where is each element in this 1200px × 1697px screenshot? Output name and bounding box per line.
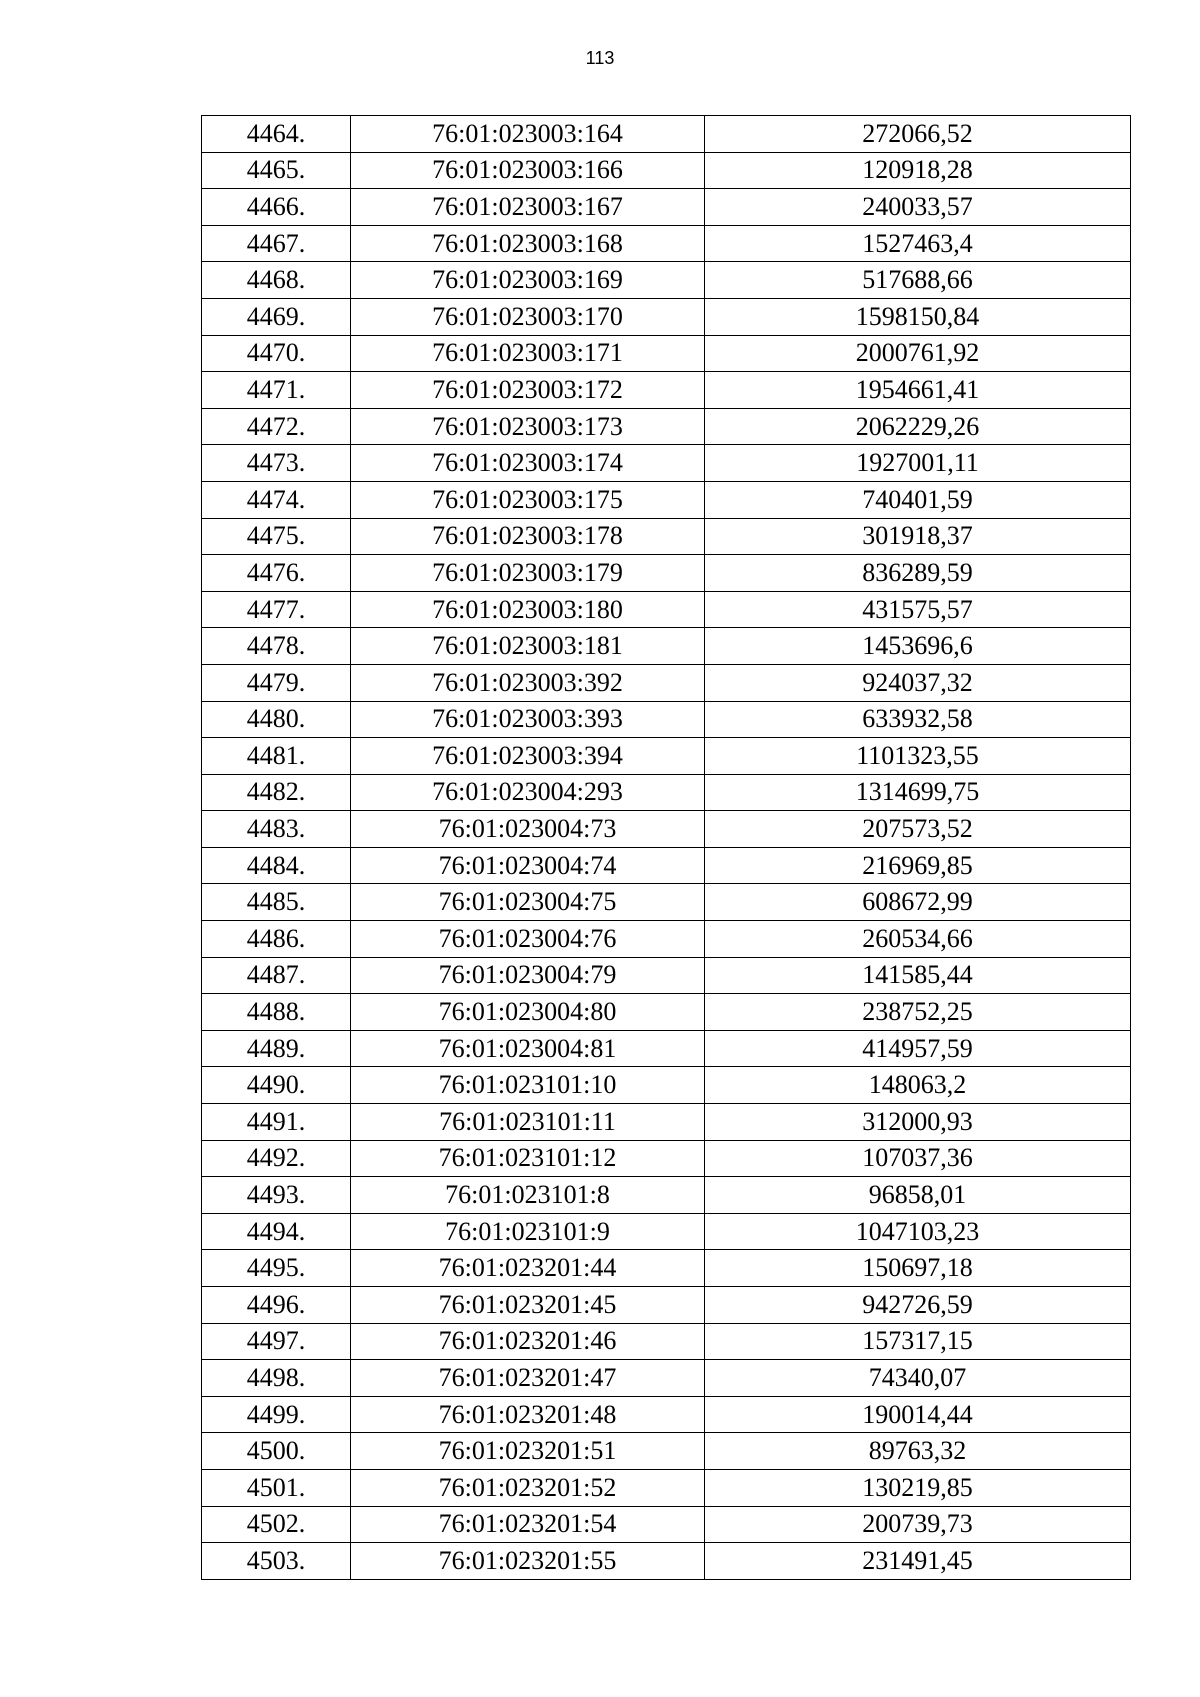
cadastral-number-cell: 76:01:023004:73 — [351, 811, 705, 848]
value-cell: 1527463,4 — [705, 225, 1131, 262]
table-row — [202, 262, 1131, 299]
value-cell: 517688,66 — [705, 262, 1131, 299]
table-row — [202, 152, 1131, 189]
row-number-cell: 4475. — [202, 518, 351, 555]
value-cell: 2062229,26 — [705, 408, 1131, 445]
value-cell: 190014,44 — [705, 1396, 1131, 1433]
value-cell: 216969,85 — [705, 847, 1131, 884]
cadastral-number-cell: 76:01:023003:178 — [351, 518, 705, 555]
cadastral-number-cell: 76:01:023003:394 — [351, 738, 705, 775]
cadastral-number-cell: 76:01:023003:169 — [351, 262, 705, 299]
row-number-cell: 4497. — [202, 1323, 351, 1360]
value-cell: 1101323,55 — [705, 738, 1131, 775]
value-cell: 2000761,92 — [705, 335, 1131, 372]
cadastral-number-cell: 76:01:023003:172 — [351, 372, 705, 409]
table-row — [202, 298, 1131, 335]
row-number-cell: 4474. — [202, 481, 351, 518]
value-cell: 157317,15 — [705, 1323, 1131, 1360]
table-row — [202, 1140, 1131, 1177]
cadastral-number-cell: 76:01:023201:47 — [351, 1360, 705, 1397]
row-number-cell: 4479. — [202, 664, 351, 701]
row-number-cell: 4486. — [202, 921, 351, 958]
value-cell: 1047103,23 — [705, 1213, 1131, 1250]
cadastral-number-cell: 76:01:023201:46 — [351, 1323, 705, 1360]
table-row — [202, 774, 1131, 811]
value-cell: 272066,52 — [705, 116, 1131, 153]
value-cell: 260534,66 — [705, 921, 1131, 958]
cadastral-number-cell: 76:01:023003:171 — [351, 335, 705, 372]
table-row — [202, 1323, 1131, 1360]
table-row — [202, 701, 1131, 738]
row-number-cell: 4491. — [202, 1104, 351, 1141]
cadastral-number-cell: 76:01:023004:293 — [351, 774, 705, 811]
table-row — [202, 408, 1131, 445]
value-cell: 1314699,75 — [705, 774, 1131, 811]
value-cell: 120918,28 — [705, 152, 1131, 189]
cadastral-number-cell: 76:01:023003:167 — [351, 189, 705, 226]
row-number-cell: 4496. — [202, 1287, 351, 1324]
row-number-cell: 4467. — [202, 225, 351, 262]
row-number-cell: 4490. — [202, 1067, 351, 1104]
table-row — [202, 189, 1131, 226]
value-cell: 1954661,41 — [705, 372, 1131, 409]
row-number-cell: 4487. — [202, 957, 351, 994]
table-row — [202, 481, 1131, 518]
table-row — [202, 664, 1131, 701]
row-number-cell: 4471. — [202, 372, 351, 409]
row-number-cell: 4494. — [202, 1213, 351, 1250]
table-row — [202, 225, 1131, 262]
cadastral-number-cell: 76:01:023003:173 — [351, 408, 705, 445]
row-number-cell: 4476. — [202, 555, 351, 592]
row-number-cell: 4483. — [202, 811, 351, 848]
table-row — [202, 555, 1131, 592]
row-number-cell: 4466. — [202, 189, 351, 226]
row-number-cell: 4493. — [202, 1177, 351, 1214]
value-cell: 431575,57 — [705, 591, 1131, 628]
cadastral-number-cell: 76:01:023003:170 — [351, 298, 705, 335]
page-number: 113 — [585, 48, 615, 68]
value-cell: 942726,59 — [705, 1287, 1131, 1324]
value-cell: 1453696,6 — [705, 628, 1131, 665]
row-number-cell: 4488. — [202, 994, 351, 1031]
row-number-cell: 4469. — [202, 298, 351, 335]
table-row — [202, 1506, 1131, 1543]
row-number-cell: 4500. — [202, 1433, 351, 1470]
cadastral-number-cell: 76:01:023201:55 — [351, 1543, 705, 1580]
table-row — [202, 335, 1131, 372]
row-number-cell: 4468. — [202, 262, 351, 299]
row-number-cell: 4470. — [202, 335, 351, 372]
row-number-cell: 4498. — [202, 1360, 351, 1397]
row-number-cell: 4478. — [202, 628, 351, 665]
value-cell: 207573,52 — [705, 811, 1131, 848]
cadastral-number-cell: 76:01:023101:12 — [351, 1140, 705, 1177]
cadastral-number-cell: 76:01:023003:164 — [351, 116, 705, 153]
table-row — [202, 1250, 1131, 1287]
cadastral-number-cell: 76:01:023004:76 — [351, 921, 705, 958]
value-cell: 240033,57 — [705, 189, 1131, 226]
value-cell: 924037,32 — [705, 664, 1131, 701]
value-cell: 74340,07 — [705, 1360, 1131, 1397]
table-row — [202, 1360, 1131, 1397]
table-row — [202, 921, 1131, 958]
row-number-cell: 4465. — [202, 152, 351, 189]
cadastral-number-cell: 76:01:023003:393 — [351, 701, 705, 738]
cadastral-number-cell: 76:01:023004:80 — [351, 994, 705, 1031]
table-row — [202, 811, 1131, 848]
table-row — [202, 994, 1131, 1031]
cadastral-number-cell: 76:01:023201:52 — [351, 1469, 705, 1506]
cadastral-number-cell: 76:01:023003:180 — [351, 591, 705, 628]
cadastral-number-cell: 76:01:023004:74 — [351, 847, 705, 884]
cadastral-number-cell: 76:01:023004:79 — [351, 957, 705, 994]
table-row — [202, 445, 1131, 482]
value-cell: 1598150,84 — [705, 298, 1131, 335]
cadastral-number-cell: 76:01:023201:44 — [351, 1250, 705, 1287]
table-row — [202, 847, 1131, 884]
row-number-cell: 4501. — [202, 1469, 351, 1506]
cadastral-number-cell: 76:01:023101:10 — [351, 1067, 705, 1104]
value-cell: 231491,45 — [705, 1543, 1131, 1580]
table-row — [202, 1030, 1131, 1067]
row-number-cell: 4473. — [202, 445, 351, 482]
row-number-cell: 4503. — [202, 1543, 351, 1580]
cadastral-number-cell: 76:01:023003:181 — [351, 628, 705, 665]
value-cell: 608672,99 — [705, 884, 1131, 921]
value-cell: 130219,85 — [705, 1469, 1131, 1506]
cadastral-number-cell: 76:01:023003:174 — [351, 445, 705, 482]
table-row — [202, 1396, 1131, 1433]
cadastral-number-cell: 76:01:023201:48 — [351, 1396, 705, 1433]
row-number-cell: 4480. — [202, 701, 351, 738]
row-number-cell: 4472. — [202, 408, 351, 445]
cadastral-number-cell: 76:01:023101:11 — [351, 1104, 705, 1141]
value-cell: 238752,25 — [705, 994, 1131, 1031]
cadastral-number-cell: 76:01:023003:179 — [351, 555, 705, 592]
table-body — [202, 116, 1131, 1580]
value-cell: 89763,32 — [705, 1433, 1131, 1470]
value-cell: 141585,44 — [705, 957, 1131, 994]
row-number-cell: 4481. — [202, 738, 351, 775]
cadastral-number-cell: 76:01:023004:81 — [351, 1030, 705, 1067]
table-row — [202, 1287, 1131, 1324]
table-row — [202, 591, 1131, 628]
value-cell: 836289,59 — [705, 555, 1131, 592]
value-cell: 1927001,11 — [705, 445, 1131, 482]
cadastral-number-cell: 76:01:023101:8 — [351, 1177, 705, 1214]
cadastral-number-cell: 76:01:023101:9 — [351, 1213, 705, 1250]
row-number-cell: 4489. — [202, 1030, 351, 1067]
data-table — [201, 115, 1131, 1580]
row-number-cell: 4495. — [202, 1250, 351, 1287]
table-row — [202, 957, 1131, 994]
table-row — [202, 1067, 1131, 1104]
table-row — [202, 1104, 1131, 1141]
cadastral-number-cell: 76:01:023003:168 — [351, 225, 705, 262]
cadastral-number-cell: 76:01:023003:166 — [351, 152, 705, 189]
table-row — [202, 518, 1131, 555]
table-row — [202, 884, 1131, 921]
value-cell: 150697,18 — [705, 1250, 1131, 1287]
value-cell: 301918,37 — [705, 518, 1131, 555]
table-row — [202, 738, 1131, 775]
row-number-cell: 4499. — [202, 1396, 351, 1433]
cadastral-number-cell: 76:01:023004:75 — [351, 884, 705, 921]
table-row — [202, 1469, 1131, 1506]
table-row — [202, 1433, 1131, 1470]
row-number-cell: 4484. — [202, 847, 351, 884]
value-cell: 96858,01 — [705, 1177, 1131, 1214]
row-number-cell: 4492. — [202, 1140, 351, 1177]
table-row — [202, 628, 1131, 665]
cadastral-number-cell: 76:01:023201:45 — [351, 1287, 705, 1324]
value-cell: 633932,58 — [705, 701, 1131, 738]
row-number-cell: 4485. — [202, 884, 351, 921]
value-cell: 312000,93 — [705, 1104, 1131, 1141]
cadastral-number-cell: 76:01:023201:51 — [351, 1433, 705, 1470]
value-cell: 414957,59 — [705, 1030, 1131, 1067]
row-number-cell: 4477. — [202, 591, 351, 628]
cadastral-number-cell: 76:01:023201:54 — [351, 1506, 705, 1543]
row-number-cell: 4482. — [202, 774, 351, 811]
value-cell: 740401,59 — [705, 481, 1131, 518]
table-row — [202, 1543, 1131, 1580]
value-cell: 107037,36 — [705, 1140, 1131, 1177]
table-row — [202, 1177, 1131, 1214]
cadastral-number-cell: 76:01:023003:392 — [351, 664, 705, 701]
row-number-cell: 4464. — [202, 116, 351, 153]
row-number-cell: 4502. — [202, 1506, 351, 1543]
table-row — [202, 372, 1131, 409]
table-row — [202, 1213, 1131, 1250]
value-cell: 200739,73 — [705, 1506, 1131, 1543]
value-cell: 148063,2 — [705, 1067, 1131, 1104]
cadastral-number-cell: 76:01:023003:175 — [351, 481, 705, 518]
table-row — [202, 116, 1131, 153]
